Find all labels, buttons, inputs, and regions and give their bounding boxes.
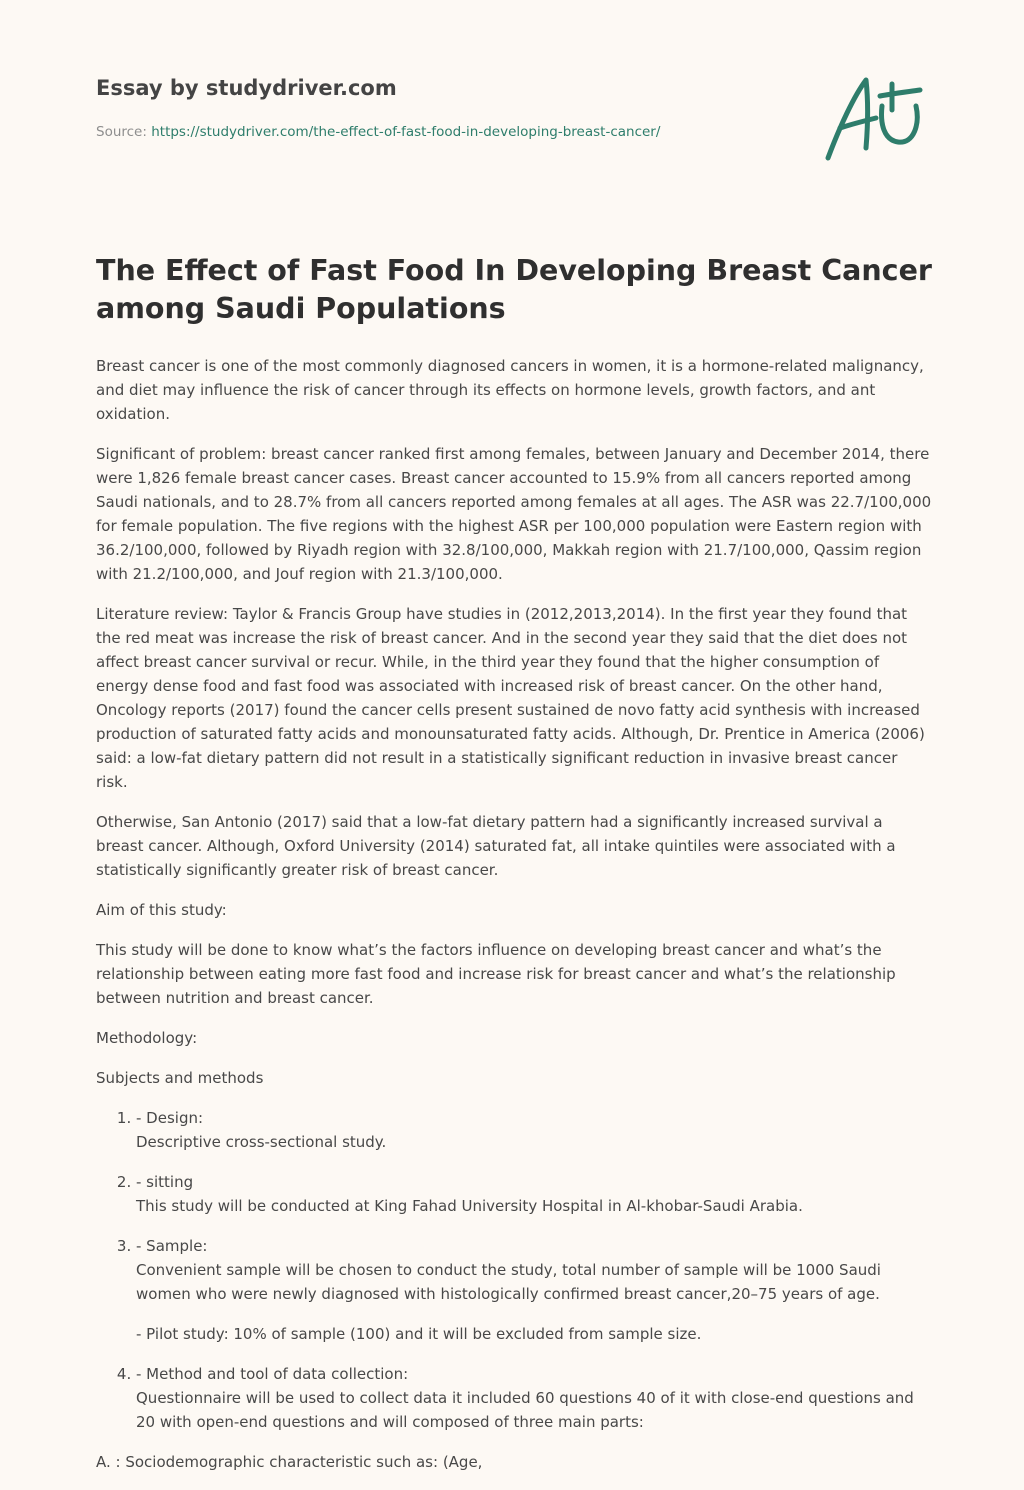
- a-plus-logo-icon: [822, 66, 932, 166]
- list-item-extra: - Pilot study: 10% of sample (100) and it will be excluded from sample size.: [136, 1325, 702, 1343]
- significance-paragraph: Significant of problem: breast cancer ranked first among females, between January and December 2014, there were 1,826 female breast cancer cases. Breast cancer accounted to 15.9% from all cancers reported among Saudi nationals, and to 28.7% from all cancers reported among females at all ages. The ASR was 22.7/100,000 for female population. The five regions with the highest ASR per 100,000 population were Eastern region with 36.2/100,000, followed by Riyadh region with 32.8/100,000, Makkah region with 21.7/100,000, Qassim region with 21.2/100,000, and Jouf region with 21.3/100,000.: [96, 445, 932, 583]
- intro-paragraph: Breast cancer is one of the most commonly diagnosed cancers in women, it is a hormone-related malignancy, and diet may influence the risk of cancer through its effects on hormone levels, growth factors, and ant oxidation.: [96, 357, 924, 423]
- document-body: [96, 354, 932, 1490]
- list-item-body: Descriptive cross-sectional study.: [136, 1133, 387, 1151]
- list-item-body: This study will be conducted at King Fahad University Hospital in Al-khobar-Saudi Arabia.: [136, 1197, 803, 1215]
- document-title: The Effect of Fast Food In Developing Breast Cancer among Saudi Populations: [96, 254, 932, 325]
- otherwise-paragraph: Otherwise, San Antonio (2017) said that a low-fat dietary pattern had a significantly increased survival a breast cancer. Although, Oxford University (2014) saturated fat, all intake quintiles were associated with a statistically significantly greater risk of breast cancer.: [96, 813, 896, 879]
- literature-review-paragraph: Literature review: Taylor & Francis Group have studies in (2012,2013,2014). In the first year they found that the red meat was increase the risk of breast cancer. And in the second year they said that the diet does not affect breast cancer survival or recur. While, in the third year they found that the higher consumption of energy dense food and fast food was associated with increased risk of breast cancer. On the other hand, Oncology reports (2017) found the cancer cells present sustained de novo fatty acid synthesis with increased production of saturated fatty acids and monounsaturated fatty acids. Although, Dr. Prentice in America (2006) said: a low-fat dietary pattern did not result in a statistically significant reduction in invasive breast cancer risk.: [96, 605, 925, 791]
- site-title: Essay by studydriver.com: [96, 76, 397, 100]
- source-link[interactable]: https://studydriver.com/the-effect-of-fast-food-in-developing-breast-cancer/: [151, 124, 661, 140]
- list-item-body: Questionnaire will be used to collect data it included 60 questions 40 of it with close-end questions and 20 with open-end questions and will composed of three main parts:: [136, 1389, 914, 1431]
- list-item-body: Convenient sample will be chosen to conduct the study, total number of sample will be 1000 Saudi women who were newly diagnosed with histologically confirmed breast cancer,20–75 years of age.: [136, 1261, 881, 1303]
- list-item-heading: 2. - sitting: [136, 1173, 194, 1191]
- source-line: [96, 124, 660, 140]
- subjects-heading: Subjects and methods: [96, 1069, 264, 1087]
- aim-paragraph: This study will be done to know what’s the factors influence on developing breast cancer and what’s the relationship between eating more fast food and increase risk for breast cancer and what’s the relationship between nutrition and breast cancer.: [96, 941, 896, 1007]
- aim-heading: Aim of this study:: [96, 901, 227, 919]
- list-item-heading: 1. - Design:: [136, 1109, 204, 1127]
- list-item-heading: 4. - Method and tool of data collection:: [136, 1365, 409, 1383]
- source-label: Source:: [96, 124, 147, 140]
- list-item: [136, 1234, 932, 1346]
- methods-list: [96, 1106, 932, 1434]
- methodology-heading: Methodology:: [96, 1029, 198, 1047]
- list-item: [136, 1170, 932, 1218]
- list-item: [136, 1106, 932, 1154]
- list-item-heading: 3. - Sample:: [136, 1237, 208, 1255]
- trailing-paragraph: A. : Sociodemographic characteristic such as: (Age,: [96, 1453, 483, 1471]
- list-item: [136, 1362, 932, 1434]
